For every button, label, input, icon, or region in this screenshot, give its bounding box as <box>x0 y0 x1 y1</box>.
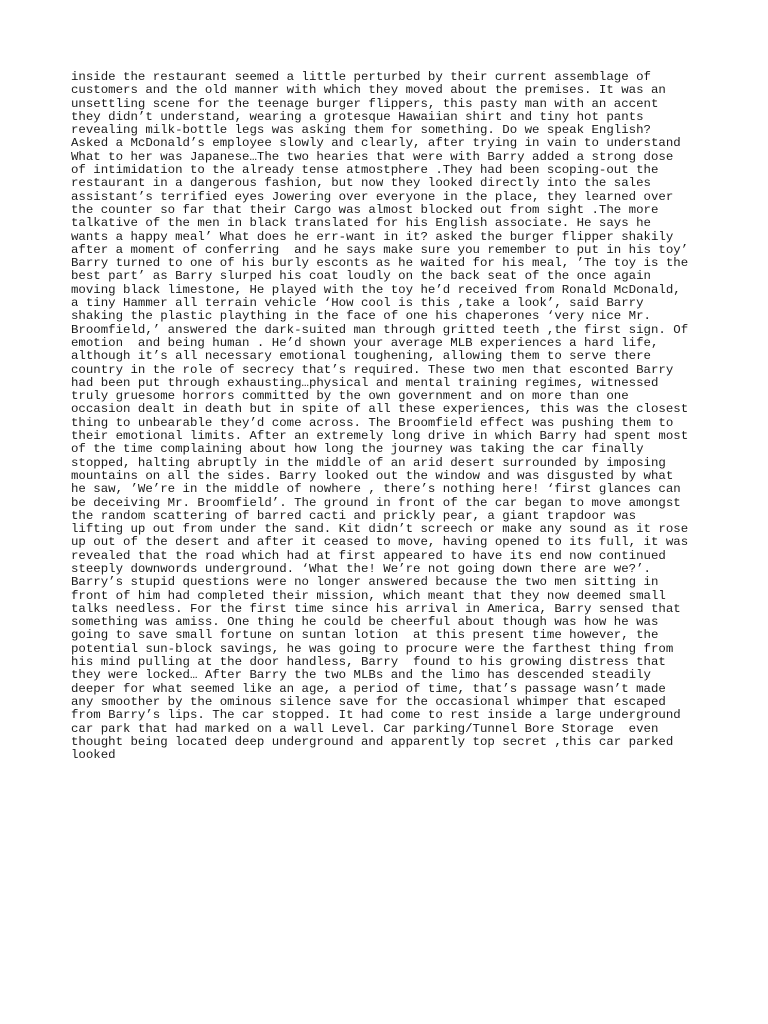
text-line: lifting up out from under the sand. Kit didn’t screech or make any sound as it rose <box>71 522 689 537</box>
text-line: restaurant in a dangerous fashion, but now they looked directly into the sales <box>71 176 651 191</box>
text-line: talks needless. For the first time since his arrival in America, Barry sensed that <box>71 601 681 616</box>
text-line: their emotional limits. After an extremely long drive in which Barry had spent most <box>71 429 689 444</box>
text-line: his mind pulling at the door handless, Barry found to his growing distress that <box>71 655 666 670</box>
text-line: front of him had completed their mission, which meant that they now deemed small <box>71 588 666 603</box>
text-line: a tiny Hammer all terrain vehicle ‘How cool is this ,take a look’, said Barry <box>71 296 644 311</box>
text-line: car park that had marked on a wall Level. Car parking/Tunnel Bore Storage even <box>71 721 659 736</box>
text-line: something was amiss. One thing he could be cheerful about though was how he was <box>71 615 659 630</box>
text-line: deeper for what seemed like an age, a period of time, that’s passage wasn’t made <box>71 681 666 696</box>
text-line: thing to unbearable they’d come across. The Broomfield effect was pushing them to <box>71 415 674 430</box>
text-line: looked <box>71 748 116 763</box>
text-line: country in the role of secrecy that’s required. These two men that esconted Barry <box>71 362 674 377</box>
text-line: of the time complaining about how long the journey was taking the car finally <box>71 442 644 457</box>
text-line: any smoother by the ominous silence save for the occasional whimper that escaped <box>71 694 666 709</box>
text-line: be deceiving Mr. Broomfield’. The ground in front of the car began to move amongst <box>71 495 681 510</box>
body-text <box>71 71 711 762</box>
text-line: Asked a McDonald’s employee slowly and clearly, after trying in vain to understand <box>71 136 681 151</box>
text-line: inside the restaurant seemed a little perturbed by their current assemblage of <box>71 70 651 84</box>
text-line: shaking the plastic plaything in the face of one his chaperones ‘very nice Mr. <box>71 309 651 324</box>
text-line: going to save small fortune on suntan lotion at this present time however, the <box>71 628 659 643</box>
text-line: moving black limestone, He played with the toy he’d received from Ronald McDonald, <box>71 282 681 297</box>
text-line: they didn’t understand, wearing a grotesque Hawaiian shirt and tiny hot pants <box>71 109 644 124</box>
text-line: the counter so far that their Cargo was almost blocked out from sight .The more <box>71 202 659 217</box>
text-line: of intimidation to the already tense atmostphere .They had been scoping-out the <box>71 163 659 178</box>
text-line: customers and the old manner with which they moved about the premises. It was an <box>71 83 666 98</box>
text-line: What to her was Japanese…The two hearies that were with Barry added a strong dose <box>71 149 674 164</box>
text-line: steeply downwords underground. ‘What the! We’re not going down there are we?’. <box>71 561 651 576</box>
text-line: had been put through exhausting…physical and mental training regimes, witnessed <box>71 375 659 390</box>
text-line: he saw, ’We’re in the middle of nowhere , there’s nothing here! ‘first glances can <box>71 482 681 497</box>
text-line: although it’s all necessary emotional toughening, allowing them to serve there <box>71 349 651 364</box>
text-line: best part’ as Barry slurped his coat loudly on the back seat of the once again <box>71 269 651 284</box>
text-line: unsettling scene for the teenage burger flippers, this pasty man with an accent <box>71 96 659 111</box>
text-line: revealed that the road which had at first appeared to have its end now continued <box>71 548 666 563</box>
text-line: after a moment of conferring and he says make sure you remember to put in his toy’ <box>71 242 689 257</box>
text-line: they were locked… After Barry the two MLBs and the limo has descended steadily <box>71 668 651 683</box>
text-line: stopped, halting abruptly in the middle of an arid desert surrounded by imposing <box>71 455 666 470</box>
text-line: up out of the desert and after it ceased to move, having opened to its full, it was <box>71 535 689 550</box>
text-line: the random scattering of barred cacti and prickly pear, a giant trapdoor was <box>71 508 637 523</box>
text-line: Broomfield,’ answered the dark-suited man through gritted teeth ,the first sign. Of <box>71 322 689 337</box>
text-line: assistant’s terrified eyes Jowering over everyone in the place, they learned over <box>71 189 674 204</box>
text-line: mountains on all the sides. Barry looked out the window and was disgusted by what <box>71 468 674 483</box>
text-line: Barry turned to one of his burly esconts as he waited for his meal, ’The toy is the <box>71 256 689 271</box>
text-line: wants a happy meal’ What does he err-want in it? asked the burger flipper shakily <box>71 229 674 244</box>
text-line: from Barry’s lips. The car stopped. It had come to rest inside a large underground <box>71 708 681 723</box>
text-line: truly gruesome horrors committed by the own government and on more than one <box>71 389 629 404</box>
text-line: talkative of the men in black translated for his English associate. He says he <box>71 216 651 231</box>
text-line: emotion and being human . He’d shown your average MLB experiences a hard life, <box>71 335 659 350</box>
text-line: Barry’s stupid questions were no longer answered because the two men sitting in <box>71 575 659 590</box>
text-line: thought being located deep underground and apparently top secret ,this car parked <box>71 734 674 749</box>
text-line: occasion dealt in death but in spite of all these experiences, this was the closest <box>71 402 689 417</box>
text-line: revealing milk-bottle legs was asking them for something. Do we speak English? <box>71 123 651 138</box>
text-line: potential sun-block savings, he was going to procure were the farthest thing from <box>71 641 674 656</box>
